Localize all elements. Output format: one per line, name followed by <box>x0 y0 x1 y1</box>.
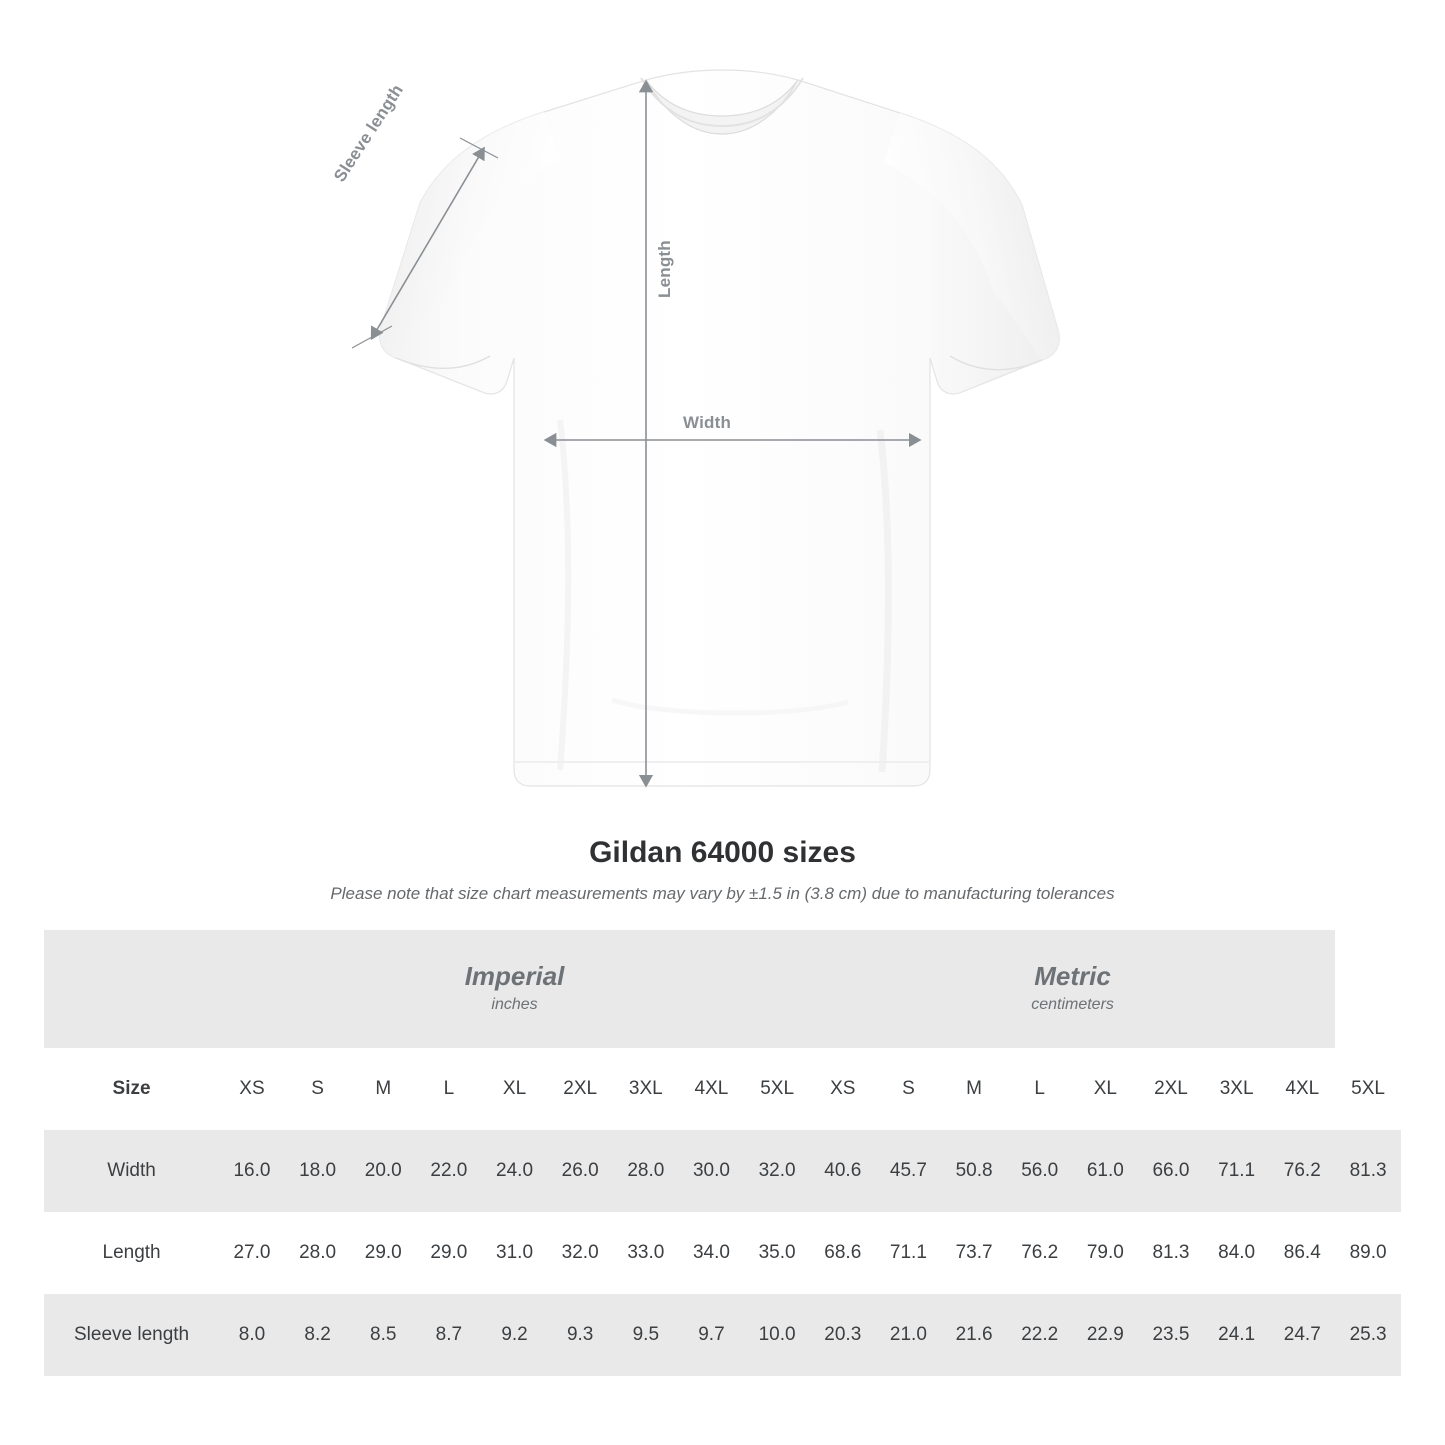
cell-width-metric: 40.6 <box>810 1130 876 1212</box>
cell-width-imperial: 24.0 <box>482 1130 548 1212</box>
cell-sleeve-metric: 21.6 <box>941 1294 1007 1376</box>
cell-sleeve-imperial: 9.2 <box>482 1294 548 1376</box>
sleeve-length-label: Sleeve length <box>330 80 408 186</box>
cell-length-imperial: 32.0 <box>547 1212 613 1294</box>
cell-width-metric: 76.2 <box>1269 1130 1335 1212</box>
imperial-unit-label: inches <box>491 996 538 1014</box>
cell-sleeve-imperial: 10.0 <box>744 1294 810 1376</box>
cell-width-imperial: 18.0 <box>285 1130 351 1212</box>
cell-sleeve-imperial: 8.2 <box>285 1294 351 1376</box>
cell-length-metric: 81.3 <box>1138 1212 1204 1294</box>
cell-width-metric: 56.0 <box>1007 1130 1073 1212</box>
size-header-cell: S <box>285 1048 351 1130</box>
cell-width-metric: 45.7 <box>876 1130 942 1212</box>
row-label-sleeve-length: Sleeve length <box>44 1294 219 1376</box>
length-label: Length <box>655 240 674 298</box>
metric-header-cell <box>810 930 1335 1048</box>
cell-sleeve-imperial: 9.7 <box>679 1294 745 1376</box>
width-label: Width <box>683 413 732 432</box>
cell-sleeve-metric: 24.7 <box>1269 1294 1335 1376</box>
imperial-system-label: Imperial <box>464 960 565 991</box>
cell-length-imperial: 28.0 <box>285 1212 351 1294</box>
cell-length-imperial: 29.0 <box>350 1212 416 1294</box>
cell-sleeve-metric: 22.9 <box>1073 1294 1139 1376</box>
cell-width-imperial: 26.0 <box>547 1130 613 1212</box>
size-header-row <box>44 1048 1401 1130</box>
cell-width-metric: 66.0 <box>1138 1130 1204 1212</box>
cell-length-metric: 76.2 <box>1007 1212 1073 1294</box>
cell-length-metric: 71.1 <box>876 1212 942 1294</box>
cell-length-metric: 84.0 <box>1204 1212 1270 1294</box>
cell-width-imperial: 28.0 <box>613 1130 679 1212</box>
cell-sleeve-imperial: 8.5 <box>350 1294 416 1376</box>
cell-width-metric: 81.3 <box>1335 1130 1401 1212</box>
size-header-cell: 2XL <box>1138 1048 1204 1130</box>
cell-sleeve-metric: 22.2 <box>1007 1294 1073 1376</box>
title-block <box>0 836 1445 904</box>
imperial-header-cell <box>219 930 810 1048</box>
cell-sleeve-metric: 21.0 <box>876 1294 942 1376</box>
size-header-cell: XL <box>1073 1048 1139 1130</box>
size-header-cell: 5XL <box>744 1048 810 1130</box>
cell-sleeve-imperial: 8.0 <box>219 1294 285 1376</box>
cell-length-imperial: 33.0 <box>613 1212 679 1294</box>
table-row <box>44 1130 1401 1212</box>
cell-length-metric: 86.4 <box>1269 1212 1335 1294</box>
table-row <box>44 1212 1401 1294</box>
unit-header-corner <box>44 930 219 1048</box>
size-header-cell: M <box>350 1048 416 1130</box>
tolerance-note: Please note that size chart measurements may vary by ±1.5 in (3.8 cm) due to manufacturing tolerances <box>330 884 1115 903</box>
cell-width-metric: 50.8 <box>941 1130 1007 1212</box>
cell-length-metric: 89.0 <box>1335 1212 1401 1294</box>
cell-sleeve-imperial: 9.5 <box>613 1294 679 1376</box>
cell-sleeve-metric: 24.1 <box>1204 1294 1270 1376</box>
cell-width-metric: 71.1 <box>1204 1130 1270 1212</box>
size-header-cell: 3XL <box>1204 1048 1270 1130</box>
row-label-width: Width <box>44 1130 219 1212</box>
cell-length-imperial: 27.0 <box>219 1212 285 1294</box>
size-header-label: Size <box>44 1048 219 1130</box>
size-chart-table <box>44 930 1401 1376</box>
metric-unit-label: centimeters <box>1031 996 1114 1014</box>
size-chart-table-wrapper <box>44 930 1401 1376</box>
size-header-cell: 3XL <box>613 1048 679 1130</box>
cell-sleeve-imperial: 9.3 <box>547 1294 613 1376</box>
cell-width-imperial: 16.0 <box>219 1130 285 1212</box>
cell-length-metric: 79.0 <box>1073 1212 1139 1294</box>
cell-width-imperial: 20.0 <box>350 1130 416 1212</box>
cell-length-imperial: 29.0 <box>416 1212 482 1294</box>
size-header-cell: S <box>876 1048 942 1130</box>
cell-width-metric: 61.0 <box>1073 1130 1139 1212</box>
unit-header-row <box>44 930 1401 1048</box>
size-header-cell: XS <box>219 1048 285 1130</box>
size-header-cell: 2XL <box>547 1048 613 1130</box>
size-header-cell: 4XL <box>679 1048 745 1130</box>
size-header-cell: M <box>941 1048 1007 1130</box>
page-title: Gildan 64000 sizes <box>589 836 856 869</box>
metric-system-label: Metric <box>1034 960 1111 991</box>
size-header-cell: L <box>1007 1048 1073 1130</box>
cell-width-imperial: 22.0 <box>416 1130 482 1212</box>
row-label-length: Length <box>44 1212 219 1294</box>
cell-width-imperial: 32.0 <box>744 1130 810 1212</box>
size-header-cell: 4XL <box>1269 1048 1335 1130</box>
size-header-cell: L <box>416 1048 482 1130</box>
cell-length-imperial: 35.0 <box>744 1212 810 1294</box>
cell-sleeve-imperial: 8.7 <box>416 1294 482 1376</box>
table-row <box>44 1294 1401 1376</box>
size-header-cell: 5XL <box>1335 1048 1401 1130</box>
cell-length-imperial: 31.0 <box>482 1212 548 1294</box>
cell-length-metric: 73.7 <box>941 1212 1007 1294</box>
size-header-cell: XL <box>482 1048 548 1130</box>
cell-width-imperial: 30.0 <box>679 1130 745 1212</box>
cell-sleeve-metric: 25.3 <box>1335 1294 1401 1376</box>
cell-sleeve-metric: 20.3 <box>810 1294 876 1376</box>
size-header-cell: XS <box>810 1048 876 1130</box>
cell-sleeve-metric: 23.5 <box>1138 1294 1204 1376</box>
cell-length-metric: 68.6 <box>810 1212 876 1294</box>
cell-length-imperial: 34.0 <box>679 1212 745 1294</box>
